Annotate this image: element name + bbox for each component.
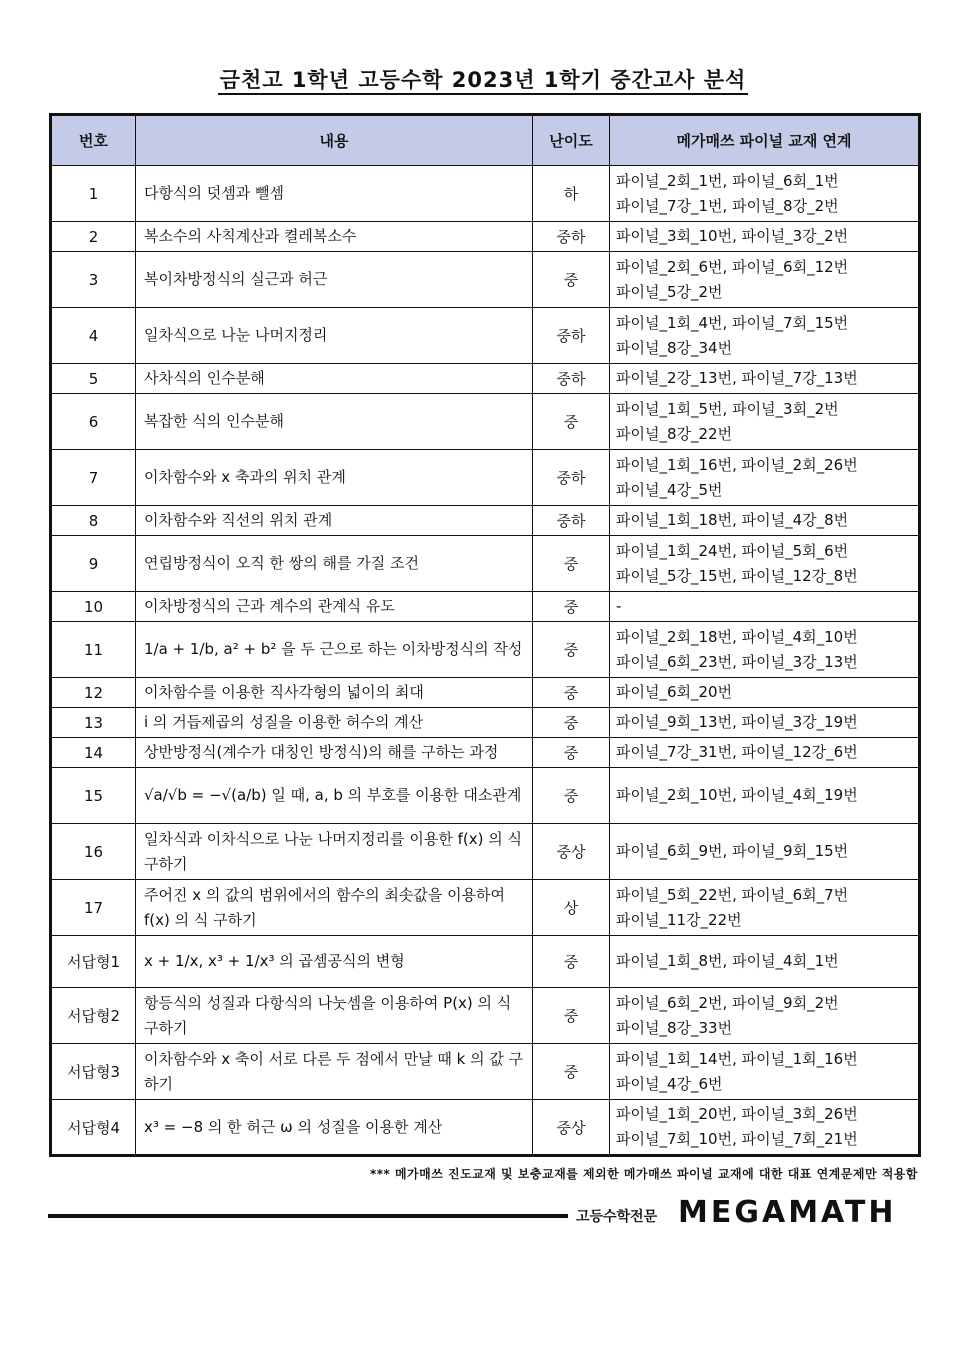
table-row bbox=[51, 450, 920, 506]
reference-line: 파이널_4강_6번 bbox=[616, 1074, 723, 1093]
row-number: 9 bbox=[51, 536, 136, 592]
row-content: √a/√b = −√(a/b) 일 때, a, b 의 부호를 이용한 대소관계 bbox=[136, 768, 533, 824]
row-number: 5 bbox=[51, 364, 136, 394]
reference-line: 파이널_4강_5번 bbox=[616, 480, 723, 499]
table-row bbox=[51, 222, 920, 252]
table-row bbox=[51, 738, 920, 768]
row-reference bbox=[610, 880, 920, 936]
row-number: 2 bbox=[51, 222, 136, 252]
megamath-logo: MEGAMATH bbox=[678, 1195, 897, 1230]
reference-line: 파이널_5강_2번 bbox=[616, 282, 723, 301]
row-content: 사차식의 인수분해 bbox=[136, 364, 533, 394]
reference-line: 파이널_1회_20번, 파이널_3회_26번 bbox=[616, 1105, 858, 1123]
reference-line: 파이널_6회_2번, 파이널_9회_2번 bbox=[616, 993, 839, 1012]
table-row bbox=[51, 252, 920, 308]
row-level: 중 bbox=[533, 678, 610, 708]
row-level: 중하 bbox=[533, 222, 610, 252]
row-content: 이차함수와 직선의 위치 관계 bbox=[136, 506, 533, 536]
table-row bbox=[51, 622, 920, 678]
row-level: 중 bbox=[533, 592, 610, 622]
reference-line: 파이널_8강_22번 bbox=[616, 424, 733, 443]
footer-rule bbox=[48, 1214, 568, 1218]
row-level: 중 bbox=[533, 936, 610, 988]
table-row bbox=[51, 880, 920, 936]
row-reference bbox=[610, 768, 920, 824]
row-content: 이차함수와 x 축이 서로 다른 두 점에서 만날 때 k 의 값 구하기 bbox=[136, 1044, 533, 1100]
row-reference bbox=[610, 738, 920, 768]
table-row bbox=[51, 592, 920, 622]
table-row bbox=[51, 988, 920, 1044]
reference-line: 파이널_6회_20번 bbox=[616, 683, 733, 701]
row-level: 중 bbox=[533, 1044, 610, 1100]
header-ref: 메가매쓰 파이널 교재 연계 bbox=[610, 115, 920, 166]
header-no: 번호 bbox=[51, 115, 136, 166]
row-reference bbox=[610, 506, 920, 536]
row-level: 중 bbox=[533, 708, 610, 738]
row-content: 일차식과 이차식으로 나눈 나머지정리를 이용한 f(x) 의 식 구하기 bbox=[136, 824, 533, 880]
reference-line: 파이널_1회_14번, 파이널_1회_16번 bbox=[616, 1049, 858, 1068]
row-content: 이차함수와 x 축과의 위치 관계 bbox=[136, 450, 533, 506]
row-reference bbox=[610, 678, 920, 708]
table-row bbox=[51, 1044, 920, 1100]
row-content: x + 1/x, x³ + 1/x³ 의 곱셈공식의 변형 bbox=[136, 936, 533, 988]
row-content: 복이차방정식의 실근과 허근 bbox=[136, 252, 533, 308]
reference-line: - bbox=[616, 597, 622, 615]
row-content: 일차식으로 나눈 나머지정리 bbox=[136, 308, 533, 364]
row-content: 이차방정식의 근과 계수의 관계식 유도 bbox=[136, 592, 533, 622]
row-number: 서답형2 bbox=[51, 988, 136, 1044]
row-level: 중 bbox=[533, 394, 610, 450]
row-reference bbox=[610, 1100, 920, 1156]
reference-line: 파이널_2회_18번, 파이널_4회_10번 bbox=[616, 627, 858, 646]
row-reference bbox=[610, 988, 920, 1044]
row-content: 항등식의 성질과 다항식의 나눗셈을 이용하여 P(x) 의 식 구하기 bbox=[136, 988, 533, 1044]
row-reference bbox=[610, 622, 920, 678]
row-content: 복소수의 사칙계산과 켤레복소수 bbox=[136, 222, 533, 252]
row-level: 중하 bbox=[533, 506, 610, 536]
reference-line: 파이널_5강_15번, 파이널_12강_8번 bbox=[616, 566, 858, 585]
analysis-table bbox=[49, 113, 921, 1157]
row-content: 연립방정식이 오직 한 쌍의 해를 가질 조건 bbox=[136, 536, 533, 592]
row-content: 상반방정식(계수가 대칭인 방정식)의 해를 구하는 과정 bbox=[136, 738, 533, 768]
row-level: 중하 bbox=[533, 450, 610, 506]
row-reference bbox=[610, 450, 920, 506]
reference-line: 파이널_1회_4번, 파이널_7회_15번 bbox=[616, 313, 849, 332]
row-number: 12 bbox=[51, 678, 136, 708]
row-number: 13 bbox=[51, 708, 136, 738]
row-number: 서답형3 bbox=[51, 1044, 136, 1100]
row-level: 중 bbox=[533, 738, 610, 768]
table-row bbox=[51, 308, 920, 364]
row-reference bbox=[610, 222, 920, 252]
row-level: 중상 bbox=[533, 824, 610, 880]
row-reference bbox=[610, 364, 920, 394]
reference-line: 파이널_7회_10번, 파이널_7회_21번 bbox=[616, 1130, 858, 1148]
row-content: 주어진 x 의 값의 범위에서의 함수의 최솟값을 이용하여 f(x) 의 식 구하기 bbox=[136, 880, 533, 936]
reference-line: 파이널_8강_33번 bbox=[616, 1018, 733, 1037]
row-level: 중 bbox=[533, 252, 610, 308]
row-number: 10 bbox=[51, 592, 136, 622]
table-row bbox=[51, 166, 920, 222]
footer-subtitle: 고등수학전문 bbox=[576, 1209, 658, 1225]
row-content: 1/a + 1/b, a² + b² 을 두 근으로 하는 이차방정식의 작성 bbox=[136, 622, 533, 678]
table-row bbox=[51, 768, 920, 824]
row-reference bbox=[610, 252, 920, 308]
row-reference bbox=[610, 1044, 920, 1100]
row-number: 14 bbox=[51, 738, 136, 768]
reference-line: 파이널_2회_6번, 파이널_6회_12번 bbox=[616, 257, 849, 276]
row-level: 중하 bbox=[533, 364, 610, 394]
reference-line: 파이널_5회_22번, 파이널_6회_7번 bbox=[616, 885, 849, 904]
row-content: 복잡한 식의 인수분해 bbox=[136, 394, 533, 450]
reference-line: 파이널_11강_22번 bbox=[616, 910, 742, 929]
row-reference bbox=[610, 592, 920, 622]
row-level: 중 bbox=[533, 622, 610, 678]
row-reference bbox=[610, 536, 920, 592]
table-row bbox=[51, 708, 920, 738]
page-title: 금천고 1학년 고등수학 2023년 1학기 중간고사 분석 bbox=[0, 64, 966, 94]
reference-line: 파이널_7강_31번, 파이널_12강_6번 bbox=[616, 743, 858, 761]
row-reference bbox=[610, 166, 920, 222]
row-content: 이차함수를 이용한 직사각형의 넓이의 최대 bbox=[136, 678, 533, 708]
row-level: 하 bbox=[533, 166, 610, 222]
row-reference bbox=[610, 308, 920, 364]
reference-line: 파이널_6회_9번, 파이널_9회_15번 bbox=[616, 842, 849, 860]
reference-line: 파이널_1회_18번, 파이널_4강_8번 bbox=[616, 511, 849, 529]
reference-line: 파이널_6회_23번, 파이널_3강_13번 bbox=[616, 652, 858, 671]
row-reference bbox=[610, 394, 920, 450]
row-content: i 의 거듭제곱의 성질을 이용한 허수의 계산 bbox=[136, 708, 533, 738]
reference-line: 파이널_8강_34번 bbox=[616, 338, 733, 357]
row-reference bbox=[610, 824, 920, 880]
row-number: 11 bbox=[51, 622, 136, 678]
row-number: 7 bbox=[51, 450, 136, 506]
reference-line: 파이널_9회_13번, 파이널_3강_19번 bbox=[616, 713, 858, 731]
row-number: 4 bbox=[51, 308, 136, 364]
row-reference bbox=[610, 936, 920, 988]
row-level: 중 bbox=[533, 988, 610, 1044]
reference-line: 파이널_2회_10번, 파이널_4회_19번 bbox=[616, 786, 858, 804]
header-level: 난이도 bbox=[533, 115, 610, 166]
footnote: *** 메가매쓰 진도교재 및 보충교재를 제외한 메가매쓰 파이널 교재에 대한 대표 연계문제만 적용함 bbox=[369, 1167, 918, 1181]
table-row bbox=[51, 394, 920, 450]
reference-line: 파이널_2강_13번, 파이널_7강_13번 bbox=[616, 369, 858, 387]
table-row bbox=[51, 678, 920, 708]
row-number: 8 bbox=[51, 506, 136, 536]
table-row bbox=[51, 824, 920, 880]
row-level: 중 bbox=[533, 768, 610, 824]
row-number: 16 bbox=[51, 824, 136, 880]
table-row bbox=[51, 1100, 920, 1156]
row-content: x³ = −8 의 한 허근 ω 의 성질을 이용한 계산 bbox=[136, 1100, 533, 1156]
row-number: 서답형1 bbox=[51, 936, 136, 988]
reference-line: 파이널_7강_1번, 파이널_8강_2번 bbox=[616, 196, 839, 215]
reference-line: 파이널_1회_16번, 파이널_2회_26번 bbox=[616, 455, 858, 474]
reference-line: 파이널_1회_5번, 파이널_3회_2번 bbox=[616, 399, 839, 418]
row-level: 상 bbox=[533, 880, 610, 936]
reference-line: 파이널_2회_1번, 파이널_6회_1번 bbox=[616, 171, 839, 190]
row-number: 1 bbox=[51, 166, 136, 222]
table-row bbox=[51, 536, 920, 592]
row-level: 중하 bbox=[533, 308, 610, 364]
reference-line: 파이널_1회_24번, 파이널_5회_6번 bbox=[616, 541, 849, 560]
row-number: 6 bbox=[51, 394, 136, 450]
table-row bbox=[51, 506, 920, 536]
reference-line: 파이널_3회_10번, 파이널_3강_2번 bbox=[616, 227, 849, 245]
reference-line: 파이널_1회_8번, 파이널_4회_1번 bbox=[616, 952, 839, 970]
row-number: 17 bbox=[51, 880, 136, 936]
header-content: 내용 bbox=[136, 115, 533, 166]
row-number: 서답형4 bbox=[51, 1100, 136, 1156]
row-number: 3 bbox=[51, 252, 136, 308]
table-row bbox=[51, 936, 920, 988]
row-content: 다항식의 덧셈과 뺄셈 bbox=[136, 166, 533, 222]
row-level: 중 bbox=[533, 536, 610, 592]
table-header-row bbox=[51, 115, 920, 166]
row-number: 15 bbox=[51, 768, 136, 824]
row-reference bbox=[610, 708, 920, 738]
row-level: 중상 bbox=[533, 1100, 610, 1156]
table-row bbox=[51, 364, 920, 394]
